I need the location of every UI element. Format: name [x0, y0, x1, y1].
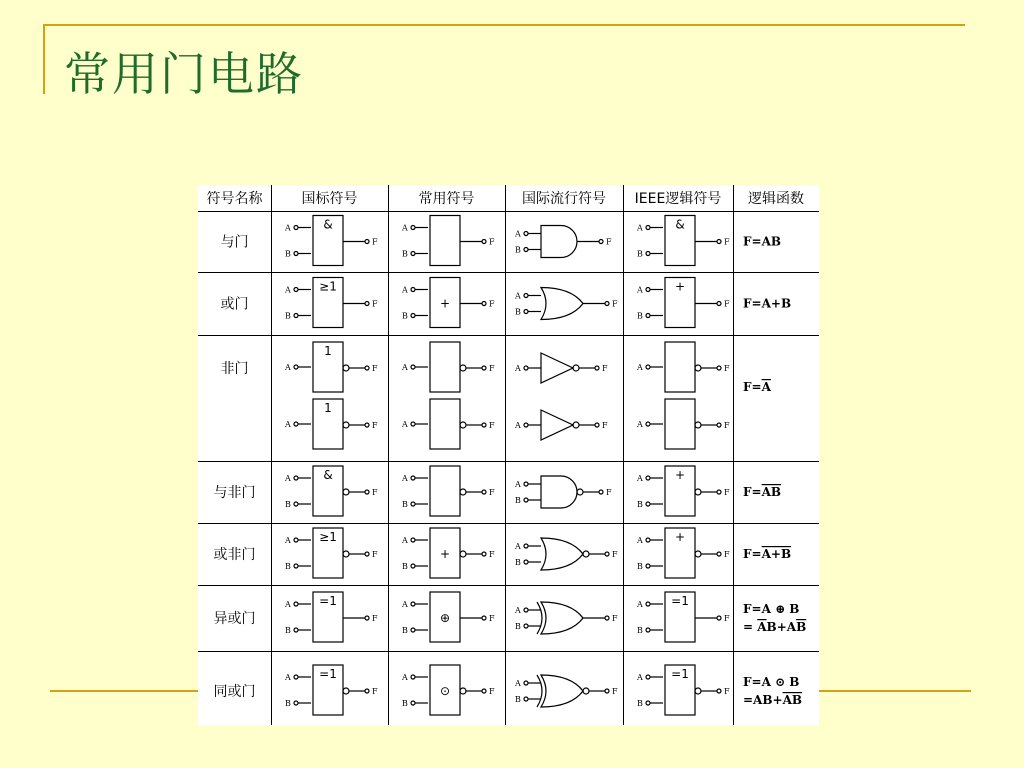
pin-label: A	[285, 223, 291, 233]
pin-label: F	[724, 488, 730, 497]
gate-symbol: +	[674, 530, 686, 544]
column-header: 国际流行符号	[522, 191, 606, 207]
pin-label: A	[285, 673, 291, 682]
pin-label: B	[515, 496, 521, 505]
pin-label: B	[285, 311, 291, 321]
pin-label: B	[515, 307, 521, 317]
pin-label: B	[285, 699, 291, 708]
pin-label: B	[637, 626, 643, 635]
gate-symbol: =1	[671, 667, 689, 681]
pin-label: A	[637, 536, 643, 545]
logic-function-part: B+A	[766, 620, 797, 634]
pin-label: A	[402, 673, 408, 682]
pin-label: B	[402, 562, 408, 571]
pin-label: A	[637, 673, 643, 682]
pin-label: A	[285, 600, 291, 609]
pin-label: F	[372, 364, 378, 373]
logic-function-text	[743, 235, 781, 249]
logic-function-text	[743, 602, 799, 616]
logic-function-part: =	[743, 620, 758, 634]
pin-label: F	[489, 364, 495, 373]
pin-label: F	[489, 687, 495, 696]
pin-label: A	[515, 606, 521, 615]
pin-label: F	[724, 614, 730, 623]
pin-label: F	[612, 687, 618, 696]
column-header: 符号名称	[206, 191, 263, 207]
pin-label: F	[372, 237, 378, 247]
pin-label: B	[402, 249, 408, 259]
gate-symbol: 1	[324, 344, 332, 358]
pin-label: F	[372, 614, 378, 623]
column-header: 国标符号	[301, 191, 358, 207]
pin-label: F	[724, 237, 730, 247]
pin-label: F	[724, 550, 730, 559]
gate-symbol: =1	[319, 594, 337, 608]
gate-symbol: &	[323, 468, 333, 482]
logic-function-part: F=	[743, 380, 762, 394]
pin-label: F	[372, 488, 378, 497]
gate-symbol: +	[439, 296, 451, 311]
pin-label: B	[637, 500, 643, 509]
column-header: 常用符号	[418, 191, 475, 207]
left-rule	[43, 24, 45, 94]
gate-name: 与门	[220, 234, 249, 251]
gate-symbol: =1	[319, 667, 337, 681]
logic-function-part: AB	[761, 485, 782, 499]
gate-symbol: ⊙	[439, 684, 451, 698]
pin-label: A	[637, 363, 643, 372]
logic-function-text	[743, 693, 802, 707]
pin-label: A	[515, 480, 521, 489]
pin-label: F	[606, 237, 612, 247]
pin-label: F	[489, 488, 495, 497]
pin-label: A	[402, 285, 408, 295]
pin-label: F	[724, 421, 730, 430]
pin-label: A	[402, 600, 408, 609]
pin-label: A	[637, 474, 643, 483]
logic-function-part: F=AB	[743, 234, 782, 249]
gate-name: 异或门	[213, 611, 256, 627]
logic-function-part: F=	[743, 547, 762, 561]
pin-label: F	[372, 299, 378, 309]
pin-label: B	[637, 562, 643, 571]
pin-label: F	[724, 299, 730, 309]
pin-label: B	[515, 245, 521, 255]
logic-function-part: F=A ⊕ B	[743, 602, 800, 616]
logic-function-part: AB	[782, 693, 803, 707]
logic-function-text	[743, 675, 799, 689]
logic-function-part: A	[761, 380, 771, 394]
pin-label: A	[402, 536, 408, 545]
pin-label: B	[515, 558, 521, 567]
slide-title: 常用门电路	[64, 47, 304, 101]
pin-label: A	[402, 420, 408, 429]
pin-label: A	[402, 474, 408, 483]
gate-name: 或门	[220, 296, 249, 313]
logic-function-text	[743, 620, 806, 634]
pin-label: A	[515, 679, 521, 688]
table-background	[198, 185, 819, 725]
pin-label: A	[285, 420, 291, 429]
pin-label: A	[285, 474, 291, 483]
logic-function-text	[743, 380, 772, 394]
pin-label: A	[285, 285, 291, 295]
logic-function-part: =AB+	[743, 693, 783, 707]
pin-label: F	[602, 364, 608, 373]
pin-label: B	[515, 695, 521, 704]
gate-symbol: +	[674, 279, 686, 294]
logic-gates-table	[198, 185, 819, 725]
logic-function-text	[743, 485, 781, 499]
logic-function-text	[743, 547, 791, 561]
pin-label: B	[285, 500, 291, 509]
logic-function-part: F=A+B	[743, 296, 792, 311]
gate-symbol: =1	[671, 594, 689, 608]
pin-label: F	[612, 299, 618, 309]
gate-symbol: ≥1	[319, 279, 337, 294]
gate-symbol: &	[675, 217, 685, 232]
gate-name: 同或门	[213, 684, 256, 700]
logic-function-part: F=A ⊙ B	[743, 675, 800, 689]
pin-label: B	[637, 699, 643, 708]
pin-label: A	[515, 364, 521, 373]
pin-label: F	[724, 364, 730, 373]
pin-label: B	[637, 249, 643, 259]
pin-label: F	[489, 550, 495, 559]
logic-function-part: A+B	[761, 547, 792, 561]
pin-label: F	[606, 488, 612, 497]
gate-symbol: ⊕	[439, 611, 451, 625]
pin-label: B	[637, 311, 643, 321]
pin-label: B	[285, 626, 291, 635]
top-rule	[43, 24, 965, 26]
bottom-rule-left	[50, 690, 199, 692]
pin-label: A	[285, 363, 291, 372]
pin-label: B	[402, 699, 408, 708]
pin-label: B	[402, 626, 408, 635]
gate-symbol: 1	[324, 401, 332, 415]
pin-label: F	[372, 687, 378, 696]
pin-label: F	[489, 299, 495, 309]
logic-function-text	[743, 297, 791, 311]
pin-label: A	[637, 285, 643, 295]
pin-label: B	[515, 622, 521, 631]
gate-symbol: +	[439, 547, 451, 561]
pin-label: A	[402, 363, 408, 372]
pin-label: A	[515, 291, 521, 301]
gate-symbol: &	[323, 217, 333, 232]
pin-label: F	[612, 550, 618, 559]
pin-label: F	[489, 614, 495, 623]
pin-label: F	[489, 421, 495, 430]
logic-function-part: F=	[743, 485, 762, 499]
pin-label: A	[285, 536, 291, 545]
gate-name: 与非门	[213, 485, 256, 501]
logic-function-part: A	[757, 620, 767, 634]
column-header: 逻辑函数	[748, 191, 804, 207]
pin-label: F	[489, 237, 495, 247]
gate-name: 非门	[220, 361, 249, 377]
gate-symbol: ≥1	[319, 530, 337, 544]
pin-label: F	[612, 614, 618, 623]
pin-label: F	[724, 687, 730, 696]
pin-label: F	[372, 421, 378, 430]
pin-label: F	[372, 550, 378, 559]
pin-label: A	[515, 542, 521, 551]
pin-label: F	[602, 421, 608, 430]
pin-label: A	[515, 229, 521, 239]
pin-label: A	[402, 223, 408, 233]
gate-symbol: +	[674, 468, 686, 482]
pin-label: B	[402, 311, 408, 321]
pin-label: A	[515, 421, 521, 430]
logic-gates-table-svg	[198, 185, 819, 725]
pin-label: B	[285, 562, 291, 571]
gate-name: 或非门	[213, 547, 256, 563]
pin-label: A	[637, 420, 643, 429]
column-header: IEEE逻辑符号	[634, 191, 722, 207]
pin-label: B	[402, 500, 408, 509]
bottom-rule-right	[819, 690, 971, 692]
logic-function-part: B	[796, 620, 807, 634]
pin-label: B	[285, 249, 291, 259]
pin-label: A	[637, 223, 643, 233]
pin-label: A	[637, 600, 643, 609]
